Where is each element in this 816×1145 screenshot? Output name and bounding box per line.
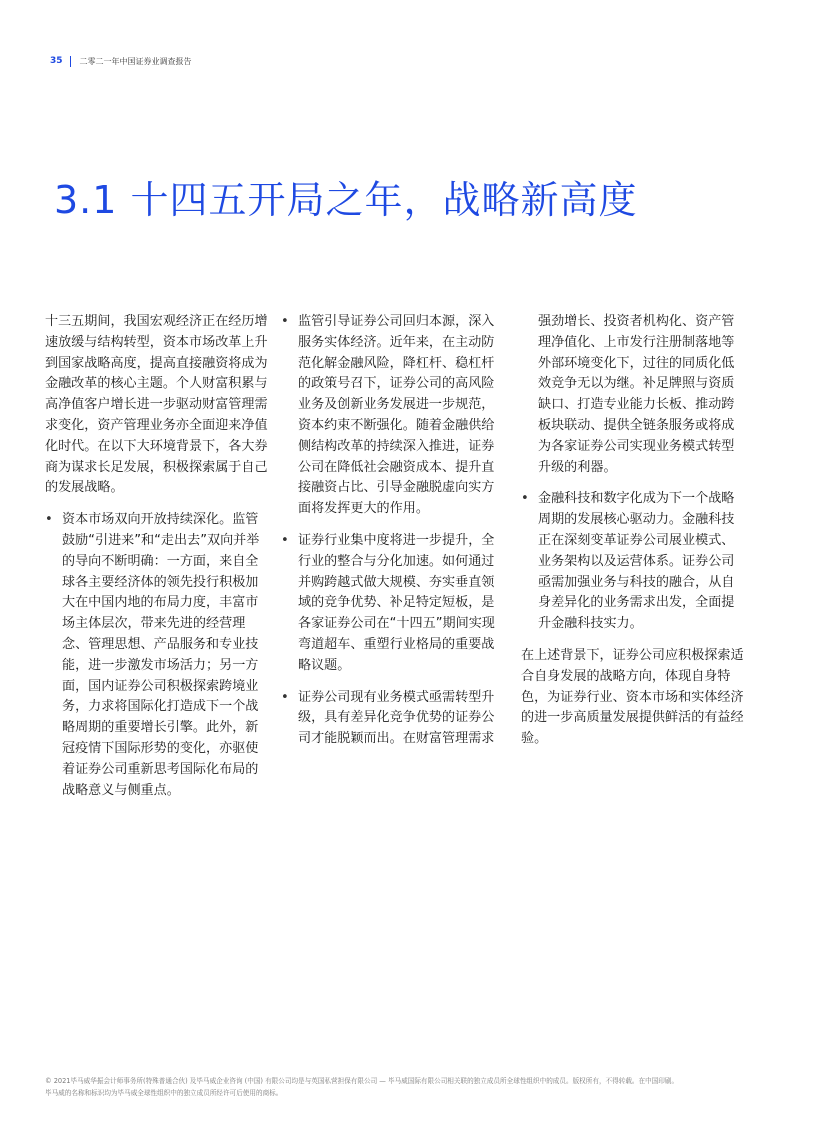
bullet-text: 监管引导证券公司回归本源，深入服务实体经济。近年来，在主动防范化解金融风险，降杠杆、稳杠杆的政策号召下，证券公司的高风险业务及创新业务发展进一步规范，资本约束不断强化。随着金融供给侧结构改革的持续深入推进，证券公司在降低社会融资成本、提升直接融资占比、引导金融脱虚向实方面将发挥更大的作用。 <box>298 314 495 517</box>
page-header <box>50 54 192 68</box>
page-footer <box>45 1075 785 1099</box>
bullet-list-1 <box>45 510 269 801</box>
bullet-item-serve-real-economy <box>281 312 505 520</box>
column-3 <box>521 312 745 750</box>
bullet-icon: • <box>45 512 53 528</box>
bullet-icon: • <box>521 491 529 507</box>
bullet-continuation: 强劲增长、投资者机构化、资产管理净值化、上市发行注册制落地等外部环境变化下，过往的同质化低效竞争无以为继。补足牌照与资质缺口、打造专业能力长板、推动跨板块联动、提供全链条服务或将成为各家证券公司实现业务模式转型升级的利器。 <box>538 314 735 475</box>
bullet-icon: • <box>281 689 289 705</box>
bullet-item-industry-concentration <box>281 531 505 677</box>
bullet-text: 资本市场双向开放持续深化。监管鼓励“引进来”和“走出去”双向并举的导向不断明确：一方面，来自全球各主要经济体的领先投行积极加大在中国内地的布局力度，丰富市场主体层次，带来先进的经营理念、管理思想、产品服务和专业技能，进一步激发市场活力；另一方面，国内证券公司积极探索跨境业务，力求将国际化打造成下一个战略周期的重要增长引擎。此外，新冠疫情下国际形势的变化，亦驱使着证券公司重新思考国际化布局的战略意义与侧重点。 <box>62 512 260 798</box>
header-divider <box>70 56 71 67</box>
report-title: 二零二一年中国证券业调查报告 <box>79 56 192 66</box>
bullet-icon: • <box>281 314 289 329</box>
bullet-list-3 <box>521 489 745 635</box>
column-1 <box>45 312 269 801</box>
bullet-icon: • <box>281 532 289 548</box>
bullet-text: 证券公司现有业务模式亟需转型升级，具有差异化竞争优势的证券公司才能脱颖而出。在财富管理需求 <box>298 689 495 747</box>
bullet-text: 证券行业集中度将进一步提升，全行业的整合与分化加速。如何通过并购跨越式做大规模、夯实垂直领域的竞争优势、补足特定短板，是各家证券公司在“十四五”期间实现弯道超车、重塑行业格局的重要战略议题。 <box>298 532 495 673</box>
intro-paragraph: 十三五期间，我国宏观经济正在经历增速放缓与结构转型，资本市场改革上升到国家战略高度，提高直接融资将成为金融改革的核心主题。个人财富积累与高净值客户增长进一步驱动财富管理需求变化，资产管理业务亦全面迎来净值化时代。在以下大环境背景下，各大券商为谋求长足发展，积极探索属于自己的发展战略。 <box>45 314 268 496</box>
bullet-list-2 <box>281 312 505 750</box>
bullet-item-capital-market-opening <box>45 510 269 801</box>
section-title: 3.1 十四五开局之年，战略新高度 <box>54 178 638 223</box>
closing-paragraph: 在上述背景下，证券公司应积极探索适合自身发展的战略方向，体现自身特色，为证券行业、资本市场和实体经济的进一步高质量发展提供鲜活的有益经验。 <box>521 647 744 747</box>
column-2 <box>281 312 505 750</box>
bullet-item-business-transformation <box>281 688 505 750</box>
bullet-item-fintech <box>521 489 745 635</box>
trademark-line: 毕马威的名称和标识均为毕马威全球性组织中的独立成员所经许可后使用的商标。 <box>45 1089 283 1097</box>
page-number: 35 <box>50 56 63 66</box>
bullet-text: 金融科技和数字化成为下一个战略周期的发展核心驱动力。金融科技正在深刻变革证券公司展业模式、业务架构以及运营体系。证券公司亟需加强业务与科技的融合，从自身差异化的业务需求出发，全面提升金融科技实力。 <box>538 491 735 632</box>
copyright-line: © 2021毕马威华振会计师事务所(特殊普通合伙) 及毕马威企业咨询 (中国) 有限公司均是与英国私营担保有限公司 — 毕马威国际有限公司相关联的独立成员所全球性组织中的成员。版权所有，不得转载。在中国印刷。 <box>45 1077 679 1085</box>
